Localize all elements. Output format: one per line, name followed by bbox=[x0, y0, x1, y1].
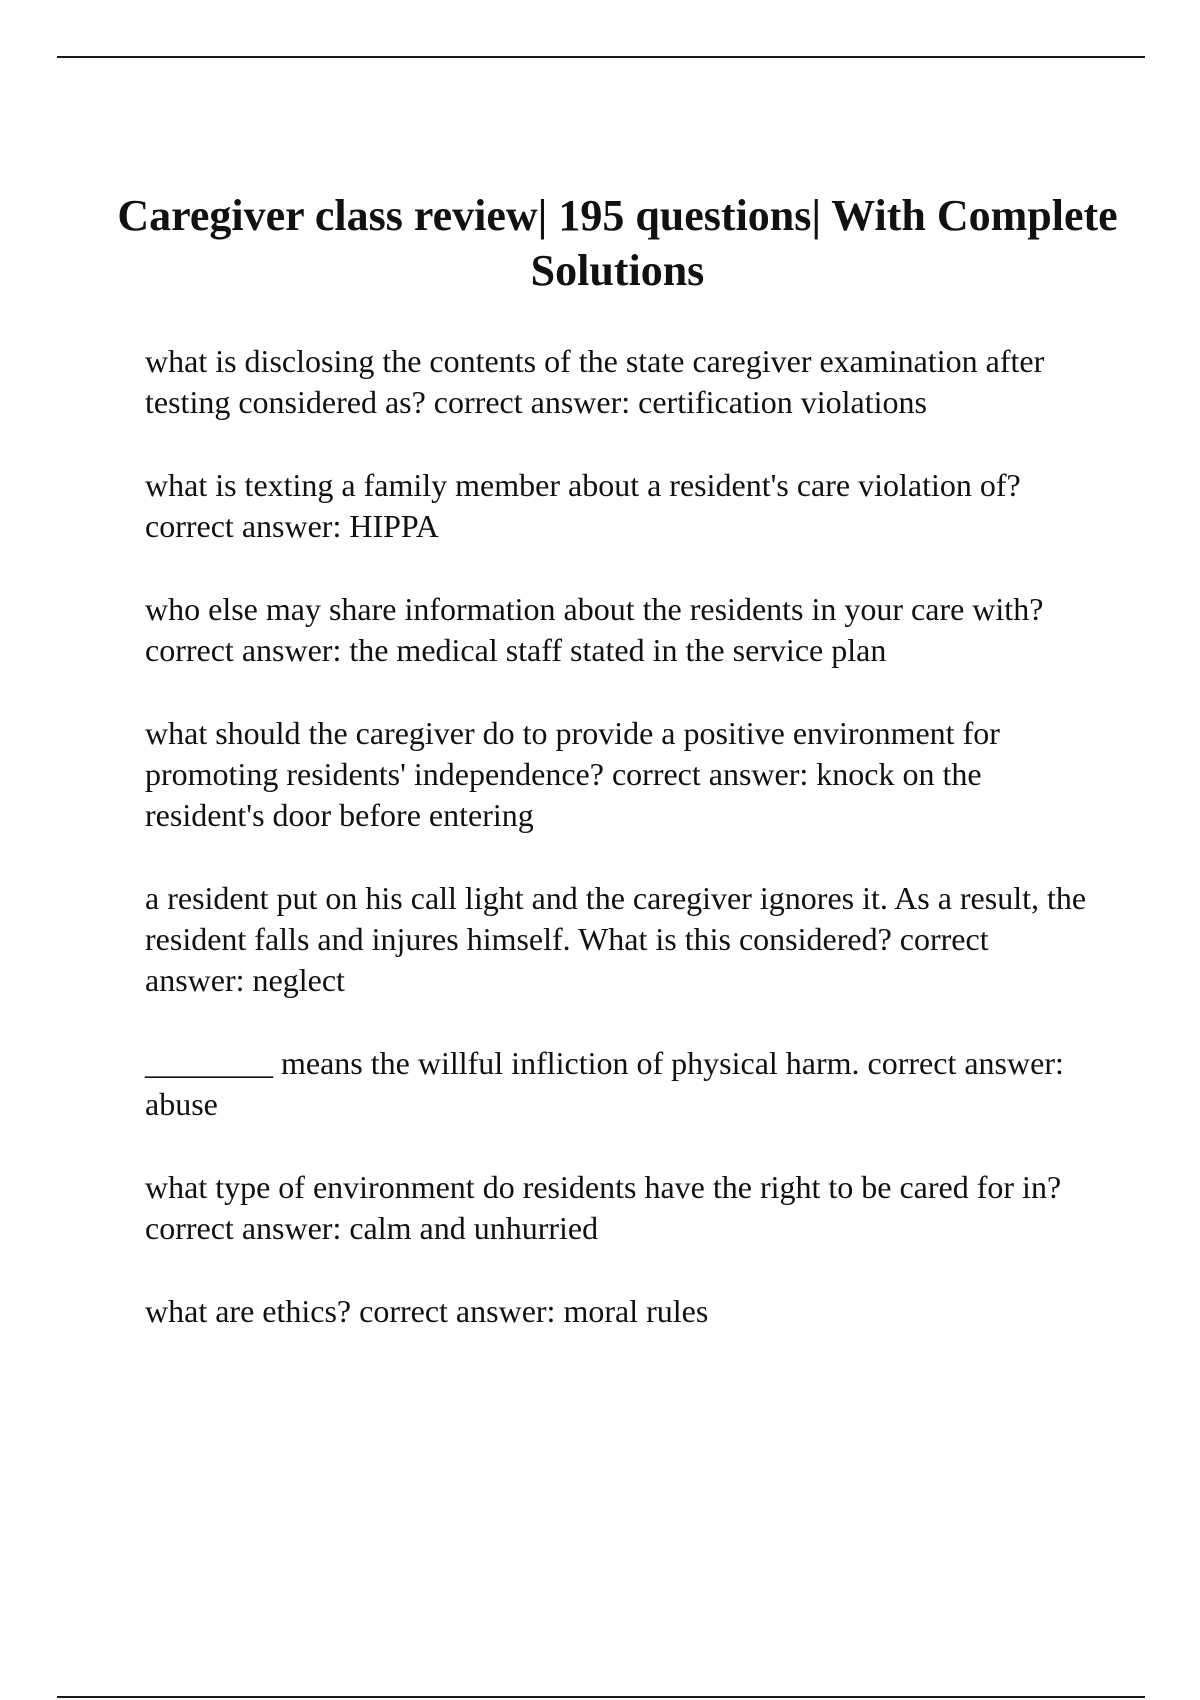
question-item: who else may share information about the residents in your care with? correct answer: the medical staff stated in the service plan bbox=[145, 591, 1044, 668]
document-title: Caregiver class review| 195 questions| With Complete Solutions bbox=[117, 191, 1118, 295]
header-rule bbox=[57, 56, 1145, 58]
footer-rule bbox=[57, 1696, 1145, 1698]
question-item: what is disclosing the contents of the state caregiver examination after testing considered as? correct answer: certification violations bbox=[145, 343, 1045, 420]
question-list bbox=[145, 341, 1095, 1374]
question-item: what type of environment do residents have the right to be cared for in? correct answer: calm and unhurried bbox=[145, 1169, 1062, 1246]
question-item: what should the caregiver do to provide a positive environment for promoting residents' independence? correct answer: knock on the resident's door before entering bbox=[145, 715, 1000, 833]
question-item: what is texting a family member about a resident's care violation of? correct answer: HIPPA bbox=[145, 467, 1021, 544]
question-item: what are ethics? correct answer: moral rules bbox=[145, 1293, 709, 1329]
question-item: a resident put on his call light and the caregiver ignores it. As a result, the resident falls and injures himself. What is this considered? correct answer: neglect bbox=[145, 880, 1087, 998]
question-item: ________ means the willful infliction of physical harm. correct answer: abuse bbox=[145, 1045, 1064, 1122]
